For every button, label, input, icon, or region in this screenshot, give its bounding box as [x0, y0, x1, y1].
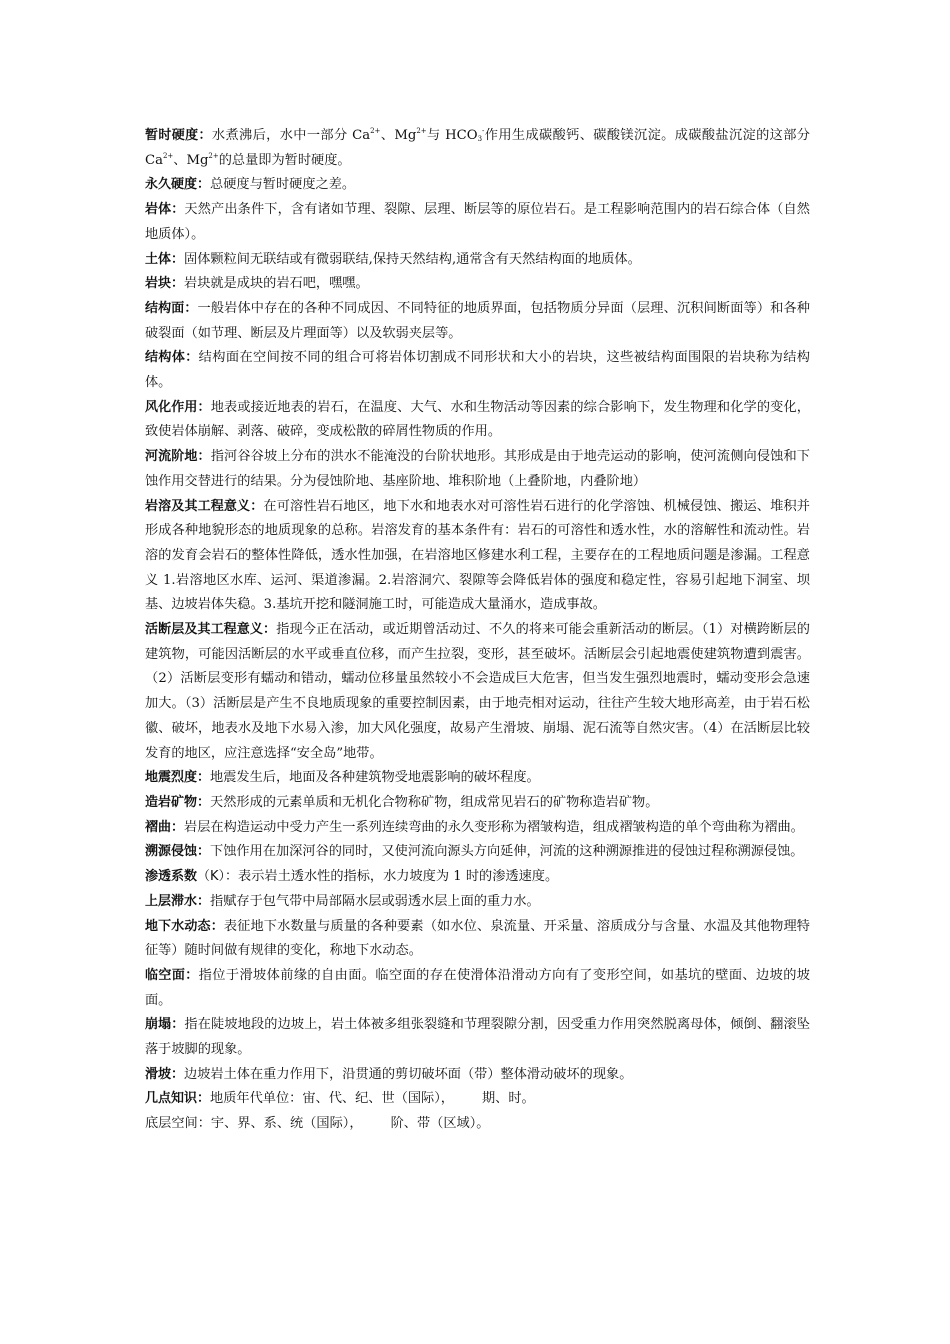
term-colon: ：: [198, 128, 212, 143]
term-free-face: 临空面: [145, 967, 186, 983]
term-colon: ：: [197, 177, 211, 193]
term-colon: ：: [171, 202, 185, 218]
definition-text-run: 2+: [370, 127, 381, 135]
term-permanent-hardness: 永久硬度: [145, 177, 198, 193]
definition-text: 下蚀作用在加深河谷的同时，又使河流向源头方向延伸，河流的这种溯源推进的侵蚀过程称溯源侵蚀。: [210, 844, 804, 860]
document-body: [145, 124, 810, 1137]
definition-groundwater-regime: [145, 915, 810, 964]
notes-text-2b: 阶、带（区域）。: [390, 1116, 490, 1132]
definition-text: 岩层在构造运动中受力产生一系列连续弯曲的永久变形称为褶皱构造，组成褶皱构造的单个弯曲称为褶曲。: [184, 819, 804, 835]
definition-text: 地表或接近地表的岩石，在温度、大气、水和生物活动等因素的综合影响下，发生物理和化学的变化，致使岩体崩解、剥落、破碎，变成松散的碎屑性物质的作用。: [145, 399, 810, 440]
definition-rock-block: [145, 272, 810, 297]
definition-text: 地震发生后，地面及各种建筑物受地震影响的破坏程度。: [210, 770, 540, 786]
notes-line-1: 几点知识：地质年代单位：宙、代、纪、世（国际）， 期、时。: [145, 1091, 535, 1107]
definition-rock-forming-minerals: [145, 791, 810, 816]
definition-collapse: [145, 1013, 810, 1062]
definition-text: 总硬度与暂时硬度之差。: [210, 177, 356, 193]
definition-text: 天然产出条件下，含有诸如节理、裂隙、层理、断层等的原位岩石。是工程影响范围内的岩石综合体（自然地质体）。: [145, 202, 810, 242]
term-colon: ：: [197, 770, 211, 786]
definition-text: 指河谷谷坡上分布的洪水不能淹没的台阶状地形。其形成是由于地壳运动的影响，使河流侧向侵蚀和下蚀作用交替进行的结果。分为侵蚀阶地、基座阶地、堆积阶地（上叠阶地，内叠阶地）: [145, 449, 810, 489]
definition-text: 指在陡坡地段的边坡上，岩土体被多组张裂缝和节理裂隙分割，因受重力作用突然脱离母体，倾倒、翻滚坠落于坡脚的现象。: [145, 1017, 810, 1058]
term-colon: ：: [197, 794, 211, 810]
definition-text-run: 2+: [208, 151, 219, 160]
definition-karst: [145, 495, 810, 619]
definition-text: 在可溶性岩石地区，地下水和地表水对可溶性岩石进行的化学溶蚀、机械侵蚀、搬运、堆积并形成各种地貌形态的地质现象的总称。岩溶发育的基本条件有：岩石的可溶性和透水性，水的溶解性和流动性。岩溶的发育会岩石的整体性降低，透水性加强，在岩溶地区修建水利工程，主要存在的工程地质问题是渗漏。工程意义 1.岩溶地区水库、运河、渠道渗漏。2.岩溶洞穴、裂隙等会降低岩体的强度和稳定性，容易引起地下洞室、坝基、边坡岩体失稳。3.基坑开挖和隧洞施工时，可能造成大量涌水，造成事故。: [145, 498, 810, 613]
definition-seismic-intensity: [145, 766, 810, 791]
term-headward-erosion: 溯源侵蚀: [145, 844, 198, 860]
term-structural-plane: 结构面: [145, 300, 185, 316]
definition-headward-erosion: [145, 840, 810, 865]
term-colon: ：: [171, 1066, 185, 1082]
definition-structural-plane: [145, 297, 810, 346]
definition-text: 固体颗粒间无联结或有微弱联结,保持天然结构,通常含有天然结构面的地质体。: [184, 251, 641, 267]
definition-text-run: 2+: [162, 151, 174, 160]
term-notes: 几点知识: [145, 1091, 198, 1107]
definition-text-run: 、Mg: [380, 128, 417, 143]
definition-structural-body: [145, 346, 810, 395]
term-river-terrace: 河流阶地: [145, 449, 198, 465]
term-colon: ：: [185, 967, 199, 983]
term-colon: ：: [263, 622, 277, 638]
notes-line-2: [145, 1112, 810, 1137]
definition-text-run: 的总量即为暂时硬度。: [218, 152, 351, 168]
term-colon: ：: [171, 276, 185, 292]
term-colon: ：: [250, 498, 264, 514]
definition-text: 指现今正在活动，或近期曾活动过、不久的将来可能会重新活动的断层。（1）对横跨断层的建筑物，可能因活断层的水平或垂直位移，而产生拉裂，变形，甚至破坏。活断层会引起地震使建筑物遭到震害。（2）活断层变形有蠕动和错动，蠕动位移量虽然较小不会造成巨大危害，但当发生强烈地震时，蠕动变形会急速加大。（3）活断层是产生不良地质现象的重要控制因素，由于地壳相对运动，往往产生较大地形高差，由于岩石松徽、破坏，地表水及地下水易入渗，加大风化强度，故易产生滑坡、崩塌、泥石流等自然灾害。（4）在活断层比较发育的地区，应注意选择“安全岛”地带。: [145, 622, 810, 761]
term-colon: ：: [171, 1017, 185, 1033]
notes-text-2a: 底层空间：宇、界、系、统（国际），: [145, 1116, 363, 1132]
definition-text: 指赋存于包气带中局部隔水层或弱透水层上面的重力水。: [210, 893, 540, 909]
term-karst: 岩溶及其工程意义: [145, 498, 251, 514]
term-collapse: 崩塌: [145, 1017, 172, 1033]
term-seismic-intensity: 地震烈度: [145, 770, 198, 786]
definition-rock-mass: [145, 198, 810, 247]
term-rock-block: 岩块: [145, 276, 172, 292]
definition-text: 指位于滑坡体前缘的自由面。临空面的存在使滑体沿滑动方向有了变形空间，如基坑的壁面、边坡的坡面。: [145, 967, 810, 1008]
term-perched-water: 上层滞水: [145, 893, 198, 909]
term-colon: ：: [197, 399, 211, 415]
term-colon: ：: [197, 449, 211, 465]
term-permeability-coefficient: 渗透系数: [145, 869, 198, 885]
term-rock-forming-minerals: 造岩矿物: [145, 794, 198, 810]
definition-temporary-hardness: [145, 124, 810, 173]
definition-text: 边坡岩土体在重力作用下，沿贯通的剪切破坏面（带）整体滑动破坏的现象。: [184, 1066, 633, 1082]
notes-text-1b: 期、时。: [482, 1091, 535, 1107]
term-groundwater-regime: 地下水动态: [145, 918, 211, 934]
definition-soil-mass: [145, 248, 810, 273]
term-rock-mass: 岩体: [145, 202, 172, 218]
term-weathering: 风化作用: [145, 399, 198, 415]
term-active-fault: 活断层及其工程意义: [145, 622, 264, 638]
definition-weathering: [145, 396, 810, 445]
definition-text: 表征地下水数量与质量的各种要素（如水位、泉流量、开采量、溶质成分与含量、水温及其他物理特征等）随时间做有规律的变化，称地下水动态。: [145, 918, 810, 959]
definition-text-run: 2+: [416, 127, 427, 135]
term-colon: ：: [184, 300, 198, 316]
definition-permeability-coefficient: [145, 865, 810, 890]
definition-text-run: 与 HCO: [426, 128, 478, 143]
term-temporary-hardness: 暂时硬度: [145, 128, 199, 143]
term-colon: ：: [197, 893, 211, 909]
definition-perched-water: [145, 890, 810, 915]
term-colon: （K）：: [197, 869, 239, 885]
notes-text-1a: 地质年代单位：宙、代、纪、世（国际），: [210, 1091, 454, 1107]
definition-free-face: [145, 964, 810, 1013]
term-colon: ：: [210, 918, 224, 934]
definition-text: 表示岩土透水性的指标，水力坡度为 1 时的渗透速度。: [238, 869, 559, 885]
term-structural-body: 结构体: [145, 350, 186, 366]
term-soil-mass: 土体: [145, 251, 172, 267]
term-colon: ：: [197, 844, 211, 860]
definition-permanent-hardness: [145, 173, 810, 198]
definition-landslide: [145, 1063, 810, 1088]
definition-text: 天然形成的元素单质和无机化合物称矿物，组成常见岩石的矿物称造岩矿物。: [210, 794, 659, 810]
term-colon: ：: [171, 251, 185, 267]
definition-text-run: 3: [477, 135, 483, 143]
term-colon: ：: [171, 819, 185, 835]
term-colon: ：: [185, 350, 199, 366]
definition-text-run: 作用生成碳酸钙、碳酸镁沉淀。成碳酸盐沉淀的这部分 Ca: [145, 128, 810, 168]
definition-fold: [145, 816, 810, 841]
definition-active-fault: [145, 618, 810, 766]
definition-text-run: -: [482, 127, 485, 135]
term-fold: 褶曲: [145, 819, 172, 835]
definition-text-run: 水煮沸后，水中一部分 Ca: [211, 128, 371, 143]
definition-text: 结构面在空间按不同的组合可将岩体切割成不同形状和大小的岩块，这些被结构面围限的岩块称为结构体。: [145, 350, 810, 391]
definition-text-run: 、Mg: [173, 152, 209, 168]
term-landslide: 滑坡: [145, 1066, 172, 1082]
definition-text: 一般岩体中存在的各种不同成因、不同特征的地质界面，包括物质分异面（层理、沉积间断面等）和各种破裂面（如节理、断层及片理面等）以及软弱夹层等。: [145, 300, 810, 341]
definition-text: 岩块就是成块的岩石吧，嘿嘿。: [184, 276, 369, 292]
definition-text: [145, 128, 810, 168]
definition-river-terrace: [145, 445, 810, 494]
